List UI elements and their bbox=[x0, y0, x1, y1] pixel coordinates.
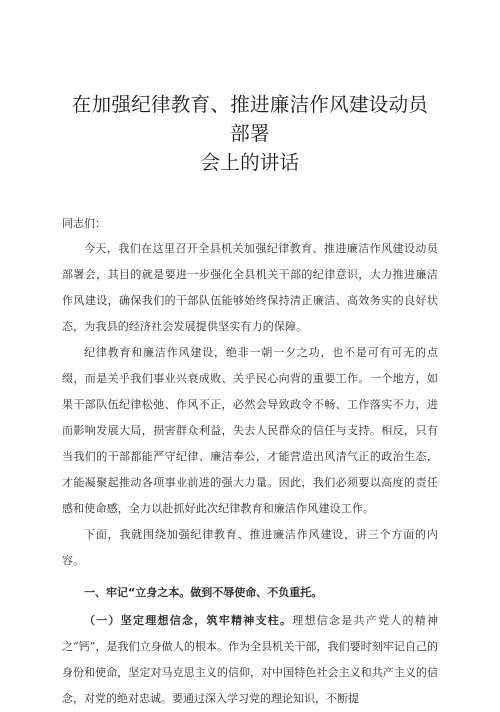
paragraph-importance: 纪律教育和廉洁作风建设，绝非一朝一夕之功，也不是可有可无的点缀，而是关乎我们事业兴衰成败、关乎民心向背的重要工作。一个地方，如果干部队伍纪律松弛、作风不正，必然会导致政令不畅、工作落实不力，进而影响发展大局，损害群众利益，失去人民群众的信任与支持。相反，只有当我们的干部都能严守纪律、廉洁奉公，才能营造出风清气正的政治生态，才能凝聚起推动各项事业前进的强大力量。因此，我们必须要以高度的责任感和使命感，全力以赴抓好此次纪律教育和廉洁作风建设工作。 bbox=[62, 346, 438, 515]
title-line-2: 会上的讲话 bbox=[200, 151, 300, 174]
section-heading-1: 一、牢记“立身之本。做到不辱使命、不负重托。 bbox=[84, 586, 323, 599]
subsection-1 bbox=[62, 608, 438, 712]
document-title bbox=[62, 90, 438, 177]
title-line-1: 在加强纪律教育、推进廉洁作风建设动员部署 bbox=[71, 93, 429, 145]
salutation: 同志们： bbox=[62, 217, 106, 230]
subsection-1-text: 理想信念是共产党人的精神之“钙”，是我们立身做人的根本。作为全县机关干部，我们要时刻牢记自己的身份和使命，坚定对马克思主义的信仰，对中国特色社会主义和共产主义的信念，对党的绝对忠诚。要通过深入学习党的理论知识，不断提 bbox=[62, 614, 438, 705]
paragraph-intro: 今天，我们在这里召开全县机关加强纪律教育、推进廉洁作风建设动员部署会，其目的就是要进一步强化全县机关干部的纪律意识，大力推进廉洁作风建设，确保我们的干部队伍能够始终保持清正廉洁、高效务实的良好状态，为我县的经济社会发展提供坚实有力的保障。 bbox=[62, 242, 438, 333]
paragraph-outline: 下面，我就围绕加强纪律教育、推进廉洁作风建设，讲三个方面的内容。 bbox=[62, 528, 438, 567]
subsection-1-heading: （一）坚定理想信念，筑牢精神支柱。 bbox=[84, 614, 293, 627]
